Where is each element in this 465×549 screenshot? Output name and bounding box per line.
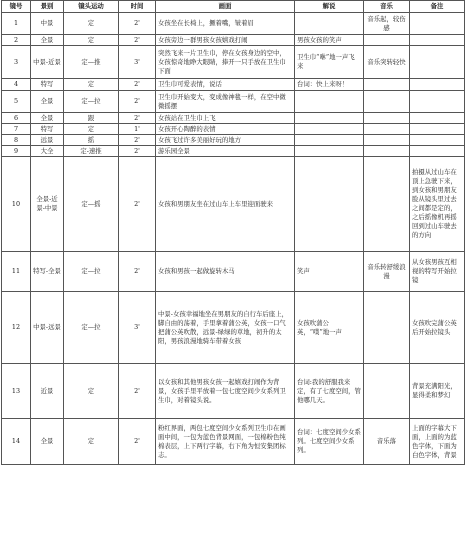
cell-scene: 卫生巾开始变大，变成像神毯一样，在空中微微摇摆 [156,91,295,113]
cell-duration: 2' [119,79,156,91]
cell-scene: 女孩开心陶醉的表情 [156,124,295,135]
header-camera-movement: 镜头运动 [64,1,119,13]
cell-narration: 台词：快上来呀！ [295,79,364,91]
cell-shot-number: 12 [2,292,31,364]
cell-scene: 粉红界面，两包七度空间少女系列卫生巾在画面中间，一包为蓝色背景网面，一包棉粉色纯棉表层，上下两行字幕，右下角为恒安集团标志。 [156,419,295,465]
cell-music [364,113,410,124]
cell-notes [410,91,465,113]
cell-shot-size: 全景-近景-中景 [31,157,64,252]
cell-scene: 游乐园全景 [156,146,295,157]
header-notes: 备注 [410,1,465,13]
cell-shot-number: 5 [2,91,31,113]
cell-duration: 2' [119,13,156,35]
cell-music [364,135,410,146]
cell-camera-movement: 定 [64,419,119,465]
cell-duration: 2' [119,146,156,157]
cell-scene: 女孩站在卫生巾上飞 [156,113,295,124]
cell-duration: 3' [119,46,156,79]
cell-notes [410,146,465,157]
cell-camera-movement: 定 [64,13,119,35]
table-row [2,13,465,35]
cell-music [364,157,410,252]
cell-music: 音乐转舒缓浪漫 [364,252,410,292]
table-row [2,46,465,79]
cell-camera-movement: 定 [64,35,119,46]
table-row [2,157,465,252]
cell-scene: 突然飞来一片卫生巾，停在女孩身边的空中，女孩惊奇地睁大眼睛，捧开一只手放在卫生巾下面 [156,46,295,79]
cell-notes: 拍摄从过山车在顶上急驶下来，到女孩和男朋友脸从镜头里过去之间都是定的，之后摇像机再摇回到过山车驶去的方向 [410,157,465,252]
table-row [2,35,465,46]
cell-notes [410,35,465,46]
cell-duration: 3' [119,292,156,364]
cell-narration [295,13,364,35]
cell-camera-movement: 定 [64,79,119,91]
cell-notes: 背景充满阳光，显得柔和梦幻 [410,364,465,419]
cell-music [364,91,410,113]
cell-shot-size: 特写-全景 [31,252,64,292]
cell-camera-movement: 定 [64,124,119,135]
cell-notes [410,13,465,35]
cell-narration [295,146,364,157]
cell-shot-size: 特写 [31,79,64,91]
cell-duration: 1' [119,124,156,135]
table-row [2,419,465,465]
cell-shot-number: 1 [2,13,31,35]
cell-shot-number: 3 [2,46,31,79]
cell-duration: 2' [119,35,156,46]
cell-shot-number: 9 [2,146,31,157]
cell-shot-number: 6 [2,113,31,124]
cell-shot-number: 11 [2,252,31,292]
header-row [2,1,465,13]
table-row [2,135,465,146]
cell-narration: 台词：七度空间少女系列。七度空间少女系列。 [295,419,364,465]
header-scene: 画面 [156,1,295,13]
cell-shot-size: 全景 [31,91,64,113]
cell-duration: 2' [119,113,156,124]
cell-narration [295,157,364,252]
cell-notes [410,135,465,146]
cell-camera-movement: 定 [64,364,119,419]
cell-narration [295,135,364,146]
cell-shot-size: 中景 [31,13,64,35]
table-row [2,292,465,364]
header-shot-number: 镜号 [2,1,31,13]
cell-music: 音乐突转轻快 [364,46,410,79]
cell-camera-movement: 定—摇 [64,157,119,252]
cell-shot-size: 特写 [31,124,64,135]
cell-shot-number: 14 [2,419,31,465]
cell-shot-size: 中景-近景 [31,46,64,79]
cell-music: 音乐起，较伤感 [364,13,410,35]
cell-notes [410,113,465,124]
header-narration: 解说 [295,1,364,13]
cell-camera-movement: 定—拉 [64,91,119,113]
cell-narration: 笑声 [295,252,364,292]
cell-music [364,292,410,364]
cell-duration: 2' [119,419,156,465]
cell-music [364,124,410,135]
cell-shot-size: 全景 [31,113,64,124]
cell-notes: 上面的字幕大下面，上面的为蓝色字体，下面为白色字体，背景 [410,419,465,465]
cell-narration [295,91,364,113]
cell-duration: 2' [119,91,156,113]
table-row [2,364,465,419]
table-row [2,252,465,292]
cell-shot-size: 中景-远景 [31,292,64,364]
cell-narration [295,113,364,124]
cell-shot-size: 大全 [31,146,64,157]
cell-shot-size: 远景 [31,135,64,146]
header-music: 音乐 [364,1,410,13]
cell-camera-movement: 摇 [64,135,119,146]
table-row [2,124,465,135]
cell-notes: 从女孩男孩互相视的特写开始拉镜 [410,252,465,292]
cell-camera-movement: 跟 [64,113,119,124]
cell-shot-number: 7 [2,124,31,135]
table-row [2,113,465,124]
cell-notes [410,46,465,79]
cell-narration: 女孩吹蒲公英，“噗”地一声 [295,292,364,364]
header-shot-size: 景别 [31,1,64,13]
cell-duration: 2' [119,252,156,292]
cell-narration [295,124,364,135]
table-row [2,79,465,91]
cell-camera-movement: 定-速推 [64,146,119,157]
cell-camera-movement: 定—拉 [64,292,119,364]
cell-shot-size: 近景 [31,364,64,419]
storyboard-table [1,0,465,465]
cell-scene: 女孩旁边一群男孩女孩嬉戏打闹 [156,35,295,46]
cell-shot-number: 13 [2,364,31,419]
cell-scene: 以女孩和其他男孩女孩一起嬉戏打闹作为背景，女孩手里平放着一包七度空间少女系列卫生巾，对着镜头说。 [156,364,295,419]
cell-shot-size: 全景 [31,419,64,465]
cell-scene: 女孩和男朋友坐在过山车上车里迎面驶来 [156,157,295,252]
cell-shot-number: 4 [2,79,31,91]
cell-scene: 女孩和男孩一起做旋转木马 [156,252,295,292]
cell-music [364,364,410,419]
cell-shot-number: 10 [2,157,31,252]
cell-scene: 中景-女孩幸福地坐在男朋友的自行车后座上，脚自由的荡着，手里拿着蒲公英，女孩一口气把蒲公英吹散，远景-绿绿的草地，初升的太阳，男孩浪漫地骑车带着女孩 [156,292,295,364]
cell-shot-number: 8 [2,135,31,146]
table-row [2,91,465,113]
cell-narration: 男孩女孩的笑声 [295,35,364,46]
cell-music [364,35,410,46]
cell-camera-movement: 定—拉 [64,252,119,292]
cell-music [364,79,410,91]
cell-music: 音乐落 [364,419,410,465]
cell-music [364,146,410,157]
cell-notes [410,124,465,135]
cell-shot-size: 全景 [31,35,64,46]
cell-duration: 2' [119,135,156,146]
cell-duration: 2' [119,157,156,252]
cell-narration: 卫生巾“咻”地一声飞来 [295,46,364,79]
cell-notes: 女孩吹完蒲公英后开始拉镜头 [410,292,465,364]
cell-camera-movement: 定—推 [64,46,119,79]
header-duration: 时间 [119,1,156,13]
table-row [2,146,465,157]
cell-shot-number: 2 [2,35,31,46]
cell-duration: 2' [119,364,156,419]
cell-scene: 女孩飞过许多美丽好玩的地方 [156,135,295,146]
cell-scene: 女孩坐在长椅上，撅着嘴，皱着眉 [156,13,295,35]
cell-scene: 卫生巾可爱表情，说话 [156,79,295,91]
cell-narration: 台词:我的舒服我来定，有了七度空间，管他哪几天。 [295,364,364,419]
cell-notes [410,79,465,91]
